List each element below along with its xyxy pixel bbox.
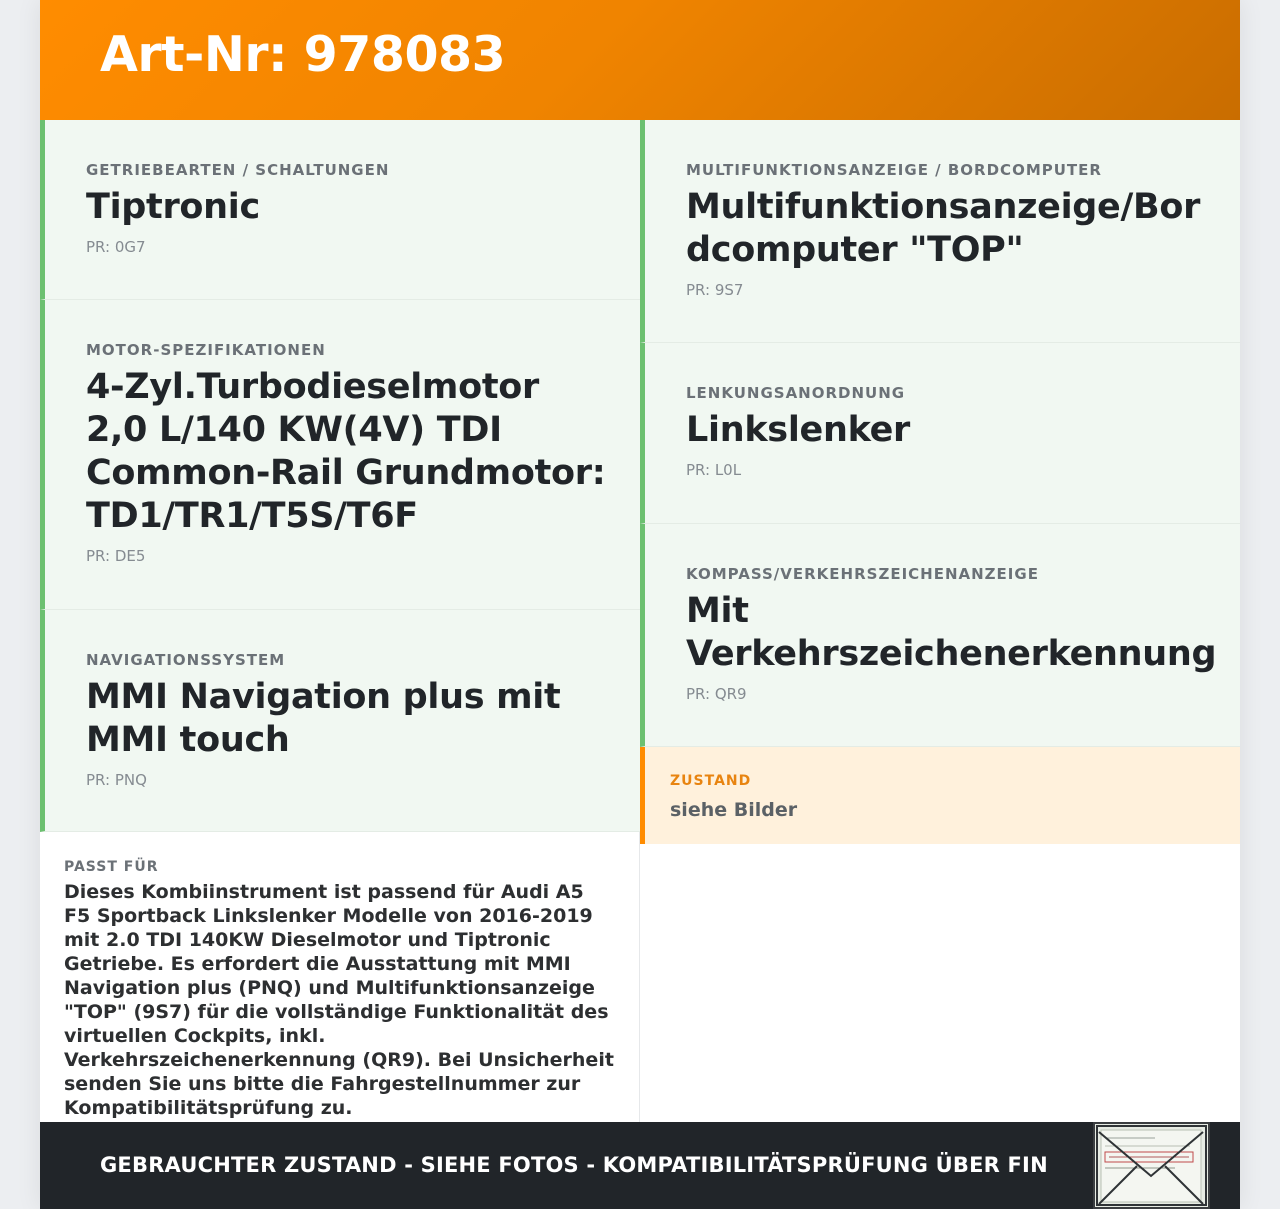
- compatibility-section: [40, 832, 640, 1122]
- condition-box: [640, 747, 1240, 844]
- document-photo-icon[interactable]: [1093, 1122, 1210, 1209]
- spec-pr-code: PR: 0G7: [86, 238, 146, 256]
- spec-card-getriebe: [40, 120, 640, 300]
- spec-pr-code: PR: QR9: [686, 685, 747, 703]
- product-sheet: [40, 0, 1240, 1209]
- spec-card-kompass: [640, 524, 1240, 747]
- spec-value: 4-Zyl.Turbodieselmotor 2,0 L/140 KW(4V) TDI Common-Rail Grundmotor: TD1/TR1/T5S/T6F: [86, 367, 606, 536]
- footer-notice: GEBRAUCHTER ZUSTAND - SIEHE FOTOS - KOMPATIBILITÄTSPRÜFUNG ÜBER FIN: [100, 1153, 1048, 1177]
- spec-category: KOMPASS/VERKEHRSZEICHENANZEIGE: [686, 565, 1039, 583]
- document-photo-graphic: [1095, 1124, 1208, 1207]
- spec-pr-code: PR: 9S7: [686, 281, 744, 299]
- spec-value: Multifunktionsanzeige/Bordcomputer "TOP": [686, 187, 1201, 270]
- spec-card-navigation: [40, 610, 640, 832]
- footer-bar: [40, 1122, 1240, 1209]
- page-title: Art-Nr: 978083: [100, 26, 506, 83]
- right-spec-column: [640, 120, 1240, 844]
- spec-category: LENKUNGSANORDNUNG: [686, 384, 906, 402]
- spec-category: GETRIEBEARTEN / SCHALTUNGEN: [86, 161, 390, 179]
- left-spec-column: [40, 120, 640, 832]
- spec-card-lenkung: [640, 343, 1240, 524]
- condition-value: siehe Bilder: [670, 799, 798, 821]
- spec-pr-code: PR: L0L: [686, 461, 742, 479]
- spec-pr-code: PR: DE5: [86, 547, 146, 565]
- compatibility-text: Dieses Kombiinstrument ist passend für Audi A5 F5 Sportback Linkslenker Modelle von 2016-2019 mit 2.0 TDI 140KW Dieselmotor und Tiptronic Getriebe. Es erfordert die Ausstattung mit MMI Navigation plus (PNQ) und Multifunktionsanzeige "TOP" (9S7) für die vollständige Funktionalität des virtuellen Cockpits, inkl. Verkehrszeichenerkennung (QR9). Bei Unsicherheit senden Sie uns bitte die Fahrgestellnummer zur Kompatibilitätsprüfung zu.: [64, 881, 614, 1119]
- spec-value: Tiptronic: [86, 187, 260, 227]
- compatibility-label: PASST FÜR: [64, 859, 159, 875]
- spec-value: Mit Verkehrszeichenerkennung: [686, 591, 1217, 674]
- spec-pr-code: PR: PNQ: [86, 771, 147, 789]
- header-banner: [40, 0, 1240, 120]
- spec-card-motor: [40, 300, 640, 610]
- spec-card-bordcomputer: [640, 120, 1240, 343]
- spec-category: NAVIGATIONSSYSTEM: [86, 651, 286, 669]
- condition-label: ZUSTAND: [670, 773, 752, 789]
- spec-value: MMI Navigation plus mit MMI touch: [86, 677, 561, 760]
- spec-category: MULTIFUNKTIONSANZEIGE / BORDCOMPUTER: [686, 161, 1102, 179]
- spec-category: MOTOR-SPEZIFIKATIONEN: [86, 341, 326, 359]
- spec-value: Linkslenker: [686, 410, 911, 450]
